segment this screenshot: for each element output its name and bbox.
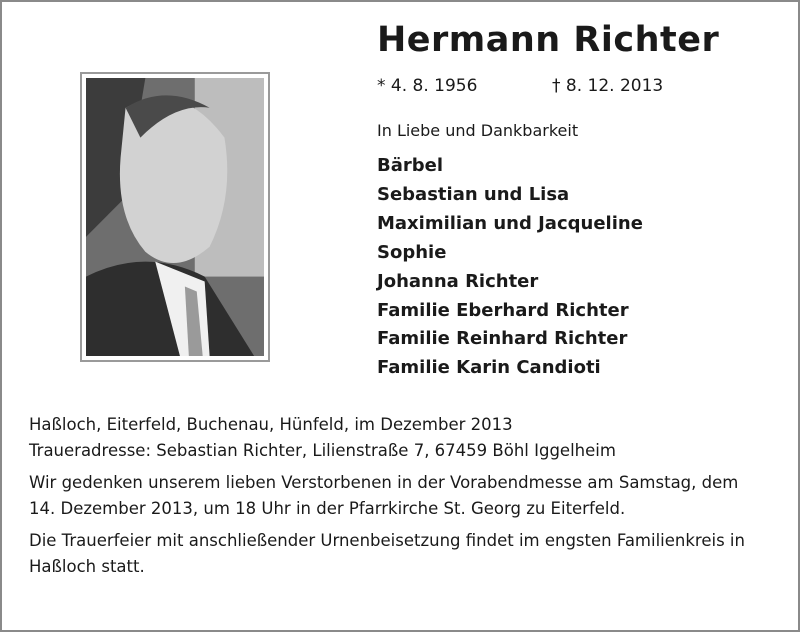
death-date: † 8. 12. 2013 <box>552 76 664 96</box>
funeral-info: Die Trauerfeier mit anschließender Urnenbeisetzung findet im engsten Familienkreis in Haßloch statt. <box>29 531 745 576</box>
portrait-photo <box>86 78 264 356</box>
mourner-name: Sophie <box>377 241 447 263</box>
birth-date: * 4. 8. 1956 <box>377 76 478 96</box>
life-dates <box>377 76 664 96</box>
mourner-name: Familie Eberhard Richter <box>377 299 629 321</box>
place-and-date: Haßloch, Eiterfeld, Buchenau, Hünfeld, im Dezember 2013 <box>29 415 513 434</box>
mourner-name: Familie Reinhard Richter <box>377 328 628 350</box>
mourner-name: Maximilian und Jacqueline <box>377 212 643 234</box>
mourning-address: Traueradresse: Sebastian Richter, Lilienstraße 7, 67459 Böhl Iggelheim <box>29 441 616 460</box>
mourner-name: Familie Karin Candioti <box>377 357 601 379</box>
mourner-name: Johanna Richter <box>377 270 539 292</box>
mourners-list <box>377 152 643 383</box>
notice-details <box>29 412 769 580</box>
deceased-name: Hermann Richter <box>377 20 720 60</box>
dedication-line: In Liebe und Dankbarkeit <box>377 121 579 140</box>
mourner-name: Bärbel <box>377 155 444 176</box>
mourner-name: Sebastian und Lisa <box>377 183 570 205</box>
portrait-frame <box>80 72 270 362</box>
memorial-mass-info: Wir gedenken unserem lieben Verstorbenen in der Vorabendmesse am Samstag, dem 14. Dezember 2013, um 18 Uhr in der Pfarrkirche St. Georg zu Eiterfeld. <box>29 473 739 518</box>
